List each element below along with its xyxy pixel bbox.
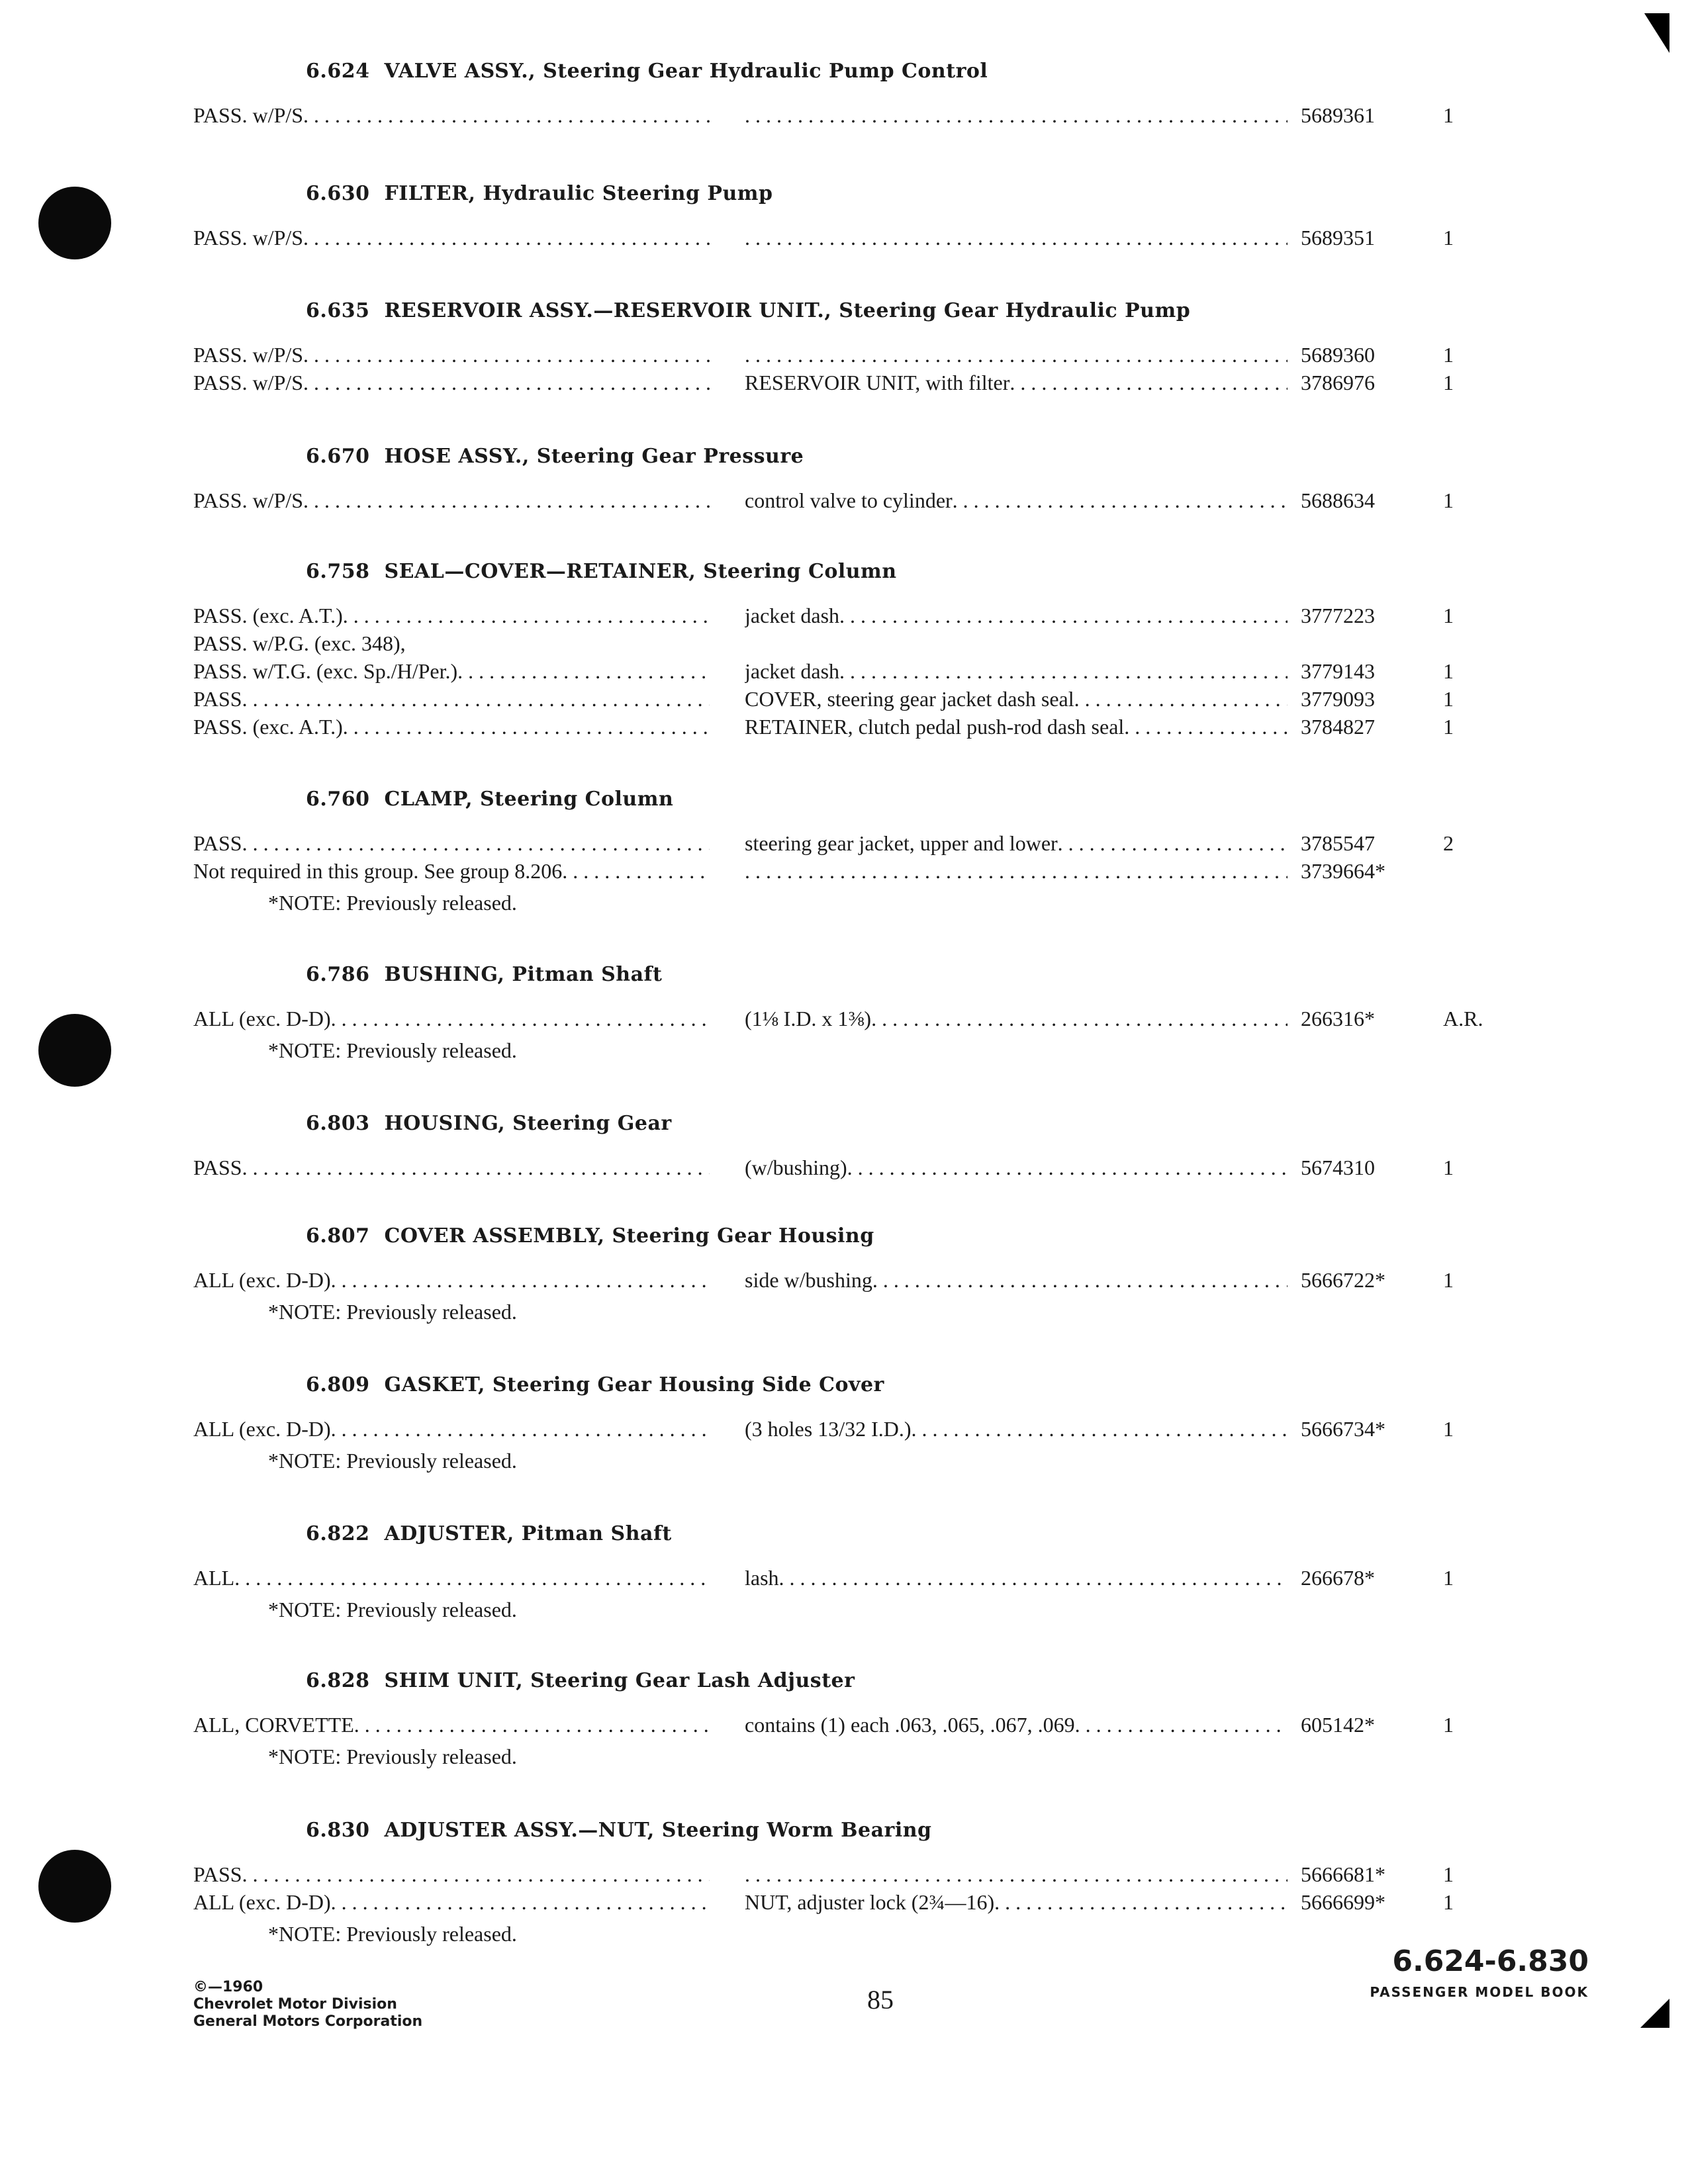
part-row (0, 101, 1688, 130)
leader-dots (331, 1414, 710, 1443)
part-row (0, 829, 1688, 858)
part-number: 3777223 (1301, 604, 1375, 627)
description-cell (745, 601, 1288, 630)
leader-dots (354, 1710, 710, 1739)
section-description: , Steering Gear (498, 1112, 672, 1135)
quantity: 1 (1443, 1890, 1454, 1914)
previously-released-note: *NOTE: Previously released. (268, 891, 517, 915)
leader-dots (303, 101, 710, 130)
application-text: PASS. w/P.G. (exc. 348), (193, 631, 406, 655)
previously-released-note: *NOTE: Previously released. (268, 1598, 517, 1621)
application-cell (193, 1265, 710, 1295)
leader-dots (745, 340, 1288, 369)
section-number: 6.822 (306, 1522, 370, 1545)
part-row (0, 1710, 1688, 1739)
section-description: , Steering Gear Hydraulic Pump (824, 299, 1191, 322)
leader-dots (303, 368, 710, 397)
leader-dots (745, 856, 1288, 886)
application-cell (193, 340, 710, 369)
part-row (0, 1414, 1688, 1443)
section-name: ADJUSTER ASSY.—NUT (384, 1819, 647, 1842)
description-cell (745, 1153, 1288, 1182)
description-text: RETAINER, clutch pedal push-rod dash seal (745, 715, 1125, 739)
section-description: , Steering Gear Hydraulic Pump Control (528, 60, 988, 83)
leader-dots (745, 101, 1288, 130)
leader-dots (871, 1004, 1288, 1033)
leader-dots (994, 1888, 1288, 1917)
leader-dots (343, 601, 710, 630)
application-text: PASS (193, 1862, 242, 1886)
part-row (0, 340, 1688, 369)
part-row (0, 1265, 1688, 1295)
section-name: CLAMP (384, 788, 466, 811)
description-cell (745, 712, 1288, 741)
section-number: 6.630 (306, 182, 370, 205)
leader-dots (242, 684, 710, 713)
quantity: 1 (1443, 1862, 1454, 1886)
part-row (0, 368, 1688, 397)
section-name: ADJUSTER (384, 1522, 507, 1545)
copyright-division: Chevrolet Motor Division (193, 1996, 397, 2013)
section-title (306, 60, 988, 83)
part-number: 3779093 (1301, 687, 1375, 711)
quantity: 1 (1443, 1268, 1454, 1292)
quantity: 1 (1443, 226, 1454, 250)
quantity: 1 (1443, 659, 1454, 683)
section-number: 6.635 (306, 299, 370, 322)
application-text: PASS. w/P/S (193, 488, 304, 512)
part-number: 266316* (1301, 1007, 1375, 1030)
section-name: SEAL—COVER—RETAINER (384, 560, 689, 583)
quantity: 1 (1443, 1417, 1454, 1441)
description-text: COVER, steering gear jacket dash seal (745, 687, 1074, 711)
section-name: BUSHING (384, 963, 498, 986)
part-row (0, 1004, 1688, 1033)
application-text: PASS (193, 687, 242, 711)
application-text: Not required in this group. See group 8.206 (193, 859, 563, 883)
description-text: steering gear jacket, upper and lower (745, 831, 1058, 855)
section-description: , Steering Gear Lash Adjuster (516, 1669, 855, 1692)
application-text: PASS. w/T.G. (exc. Sp./H/Per.) (193, 659, 458, 683)
section-title (306, 1224, 874, 1248)
section-number: 6.803 (306, 1112, 370, 1135)
section-title (306, 1112, 672, 1135)
part-number: 5689360 (1301, 343, 1375, 367)
section-number: 6.670 (306, 445, 370, 468)
group-range: 6.624-6.830 (1392, 1944, 1589, 1978)
description-cell (745, 368, 1288, 397)
section-description: , Pitman Shaft (497, 963, 663, 986)
leader-dots (343, 712, 710, 741)
part-number: 5674310 (1301, 1156, 1375, 1179)
description-cell (745, 856, 1288, 886)
section-description: , Steering Column (688, 560, 897, 583)
part-number: 5666734* (1301, 1417, 1385, 1441)
part-row (0, 486, 1688, 515)
quantity: 1 (1443, 1713, 1454, 1737)
application-cell (193, 1860, 710, 1889)
leader-dots (847, 1153, 1288, 1182)
application-cell (193, 712, 710, 741)
description-cell (745, 1888, 1288, 1917)
leader-dots (839, 657, 1288, 686)
application-text: PASS. w/P/S (193, 343, 304, 367)
section-name: FILTER (384, 182, 469, 205)
application-text: ALL (exc. D-D) (193, 1268, 331, 1292)
section-number: 6.828 (306, 1669, 370, 1692)
section-title (306, 560, 897, 583)
description-cell (745, 829, 1288, 858)
leader-dots (1009, 368, 1288, 397)
description-cell (745, 1860, 1288, 1889)
application-cell (193, 1563, 710, 1592)
section-name: VALVE ASSY. (384, 60, 529, 83)
part-number: 5689361 (1301, 103, 1375, 127)
section-title (306, 182, 773, 205)
part-number: 3739664* (1301, 859, 1385, 883)
section-description: , Pitman Shaft (506, 1522, 672, 1545)
leader-dots (562, 856, 710, 886)
section-description: , Steering Gear Housing (597, 1224, 874, 1248)
description-text: side w/bushing (745, 1268, 872, 1292)
description-cell (745, 1563, 1288, 1592)
leader-dots (303, 223, 710, 252)
description-cell (745, 340, 1288, 369)
section-name: HOSE ASSY. (384, 445, 522, 468)
section-name: SHIM UNIT (384, 1669, 516, 1692)
section-title (306, 299, 1190, 322)
description-text: (3 holes 13/32 I.D.) (745, 1417, 912, 1441)
previously-released-note: *NOTE: Previously released. (268, 1300, 517, 1324)
part-row (0, 657, 1688, 686)
application-cell (193, 1153, 710, 1182)
application-cell (193, 486, 710, 515)
leader-dots (234, 1563, 710, 1592)
description-cell (745, 486, 1288, 515)
section-name: RESERVOIR ASSY.—RESERVOIR UNIT. (384, 299, 825, 322)
quantity: 1 (1443, 687, 1454, 711)
section-number: 6.758 (306, 560, 370, 583)
corner-tab-top (1644, 13, 1669, 53)
leader-dots (1124, 712, 1288, 741)
quantity: 1 (1443, 715, 1454, 739)
section-name: HOUSING (384, 1112, 498, 1135)
description-text: NUT, adjuster lock (2¾—16) (745, 1890, 995, 1914)
description-cell (745, 101, 1288, 130)
section-number: 6.809 (306, 1373, 370, 1396)
part-row (0, 1888, 1688, 1917)
section-title (306, 963, 662, 986)
corner-tab-bottom (1640, 1999, 1669, 2028)
leader-dots (457, 657, 710, 686)
leader-dots (242, 829, 710, 858)
application-cell (193, 1004, 710, 1033)
section-title (306, 1819, 932, 1842)
leader-dots (242, 1153, 710, 1182)
previously-released-note: *NOTE: Previously released. (268, 1922, 517, 1946)
application-text: PASS. w/P/S (193, 226, 304, 250)
application-text: PASS. (exc. A.T.) (193, 604, 343, 627)
application-cell (193, 101, 710, 130)
leader-dots (1074, 684, 1288, 713)
quantity: 1 (1443, 343, 1454, 367)
quantity: 1 (1443, 103, 1454, 127)
part-number: 3779143 (1301, 659, 1375, 683)
part-row (0, 629, 1688, 658)
quantity: 1 (1443, 1156, 1454, 1179)
application-text: PASS. w/P/S (193, 103, 304, 127)
application-cell (193, 1414, 710, 1443)
section-description: , Steering Column (465, 788, 674, 811)
part-number: 3784827 (1301, 715, 1375, 739)
part-row (0, 1563, 1688, 1592)
quantity: 1 (1443, 604, 1454, 627)
section-number: 6.624 (306, 60, 370, 83)
previously-released-note: *NOTE: Previously released. (268, 1745, 517, 1768)
part-row (0, 223, 1688, 252)
leader-dots (242, 1860, 710, 1889)
section-number: 6.830 (306, 1819, 370, 1842)
application-text: PASS (193, 831, 242, 855)
section-number: 6.760 (306, 788, 370, 811)
quantity: 2 (1443, 831, 1454, 855)
section-description: , Steering Gear Housing Side Cover (477, 1373, 884, 1396)
leader-dots (745, 223, 1288, 252)
description-text: RESERVOIR UNIT, with filter (745, 371, 1010, 394)
description-cell (745, 1710, 1288, 1739)
part-row (0, 1860, 1688, 1889)
section-name: GASKET (384, 1373, 478, 1396)
part-number: 5666681* (1301, 1862, 1385, 1886)
description-cell (745, 1265, 1288, 1295)
copyright-year: ©—1960 (193, 1979, 263, 1995)
part-row (0, 856, 1688, 886)
application-text: ALL (exc. D-D) (193, 1417, 331, 1441)
section-name: COVER ASSEMBLY (384, 1224, 598, 1248)
application-text: PASS (193, 1156, 242, 1179)
quantity: A.R. (1443, 1007, 1483, 1030)
part-number: 5689351 (1301, 226, 1375, 250)
description-cell (745, 684, 1288, 713)
application-text: PASS. (exc. A.T.) (193, 715, 343, 739)
application-cell (193, 1888, 710, 1917)
application-cell (193, 629, 710, 658)
leader-dots (303, 340, 710, 369)
part-number: 266678* (1301, 1566, 1375, 1590)
section-title (306, 1522, 672, 1545)
leader-dots (912, 1414, 1288, 1443)
leader-dots (303, 486, 710, 515)
leader-dots (331, 1004, 710, 1033)
section-description: , Hydraulic Steering Pump (468, 182, 773, 205)
part-number: 3786976 (1301, 371, 1375, 394)
application-text: ALL, CORVETTE (193, 1713, 354, 1737)
description-text: (w/bushing) (745, 1156, 847, 1179)
previously-released-note: *NOTE: Previously released. (268, 1449, 517, 1473)
description-text: control valve to cylinder (745, 488, 953, 512)
application-text: ALL (exc. D-D) (193, 1007, 331, 1030)
leader-dots (331, 1265, 710, 1295)
section-description: , Steering Gear Pressure (522, 445, 804, 468)
description-text: jacket dash (745, 659, 840, 683)
description-text: (1⅛ I.D. x 1⅜) (745, 1007, 872, 1030)
application-cell (193, 368, 710, 397)
application-cell (193, 223, 710, 252)
leader-dots (779, 1563, 1288, 1592)
application-cell (193, 856, 710, 886)
part-row (0, 1153, 1688, 1182)
leader-dots (1058, 829, 1288, 858)
page-number: 85 (867, 1985, 894, 2015)
description-cell (745, 1414, 1288, 1443)
section-number: 6.807 (306, 1224, 370, 1248)
copyright-block (193, 1979, 422, 2030)
section-title (306, 1373, 884, 1396)
section-description: , Steering Worm Bearing (647, 1819, 932, 1842)
book-title: PASSENGER MODEL BOOK (1370, 1984, 1589, 2000)
application-cell (193, 601, 710, 630)
part-row (0, 684, 1688, 713)
description-text: lash (745, 1566, 779, 1590)
application-cell (193, 684, 710, 713)
description-cell (745, 1004, 1288, 1033)
part-number: 5688634 (1301, 488, 1375, 512)
application-text: ALL (193, 1566, 235, 1590)
part-row (0, 601, 1688, 630)
copyright-corporation: General Motors Corporation (193, 2013, 423, 2030)
previously-released-note: *NOTE: Previously released. (268, 1038, 517, 1062)
leader-dots (745, 1860, 1288, 1889)
part-number: 605142* (1301, 1713, 1375, 1737)
section-number: 6.786 (306, 963, 370, 986)
leader-dots (331, 1888, 710, 1917)
part-number: 5666699* (1301, 1890, 1385, 1914)
section-title (306, 788, 673, 811)
section-title (306, 445, 804, 468)
part-row (0, 712, 1688, 741)
part-number: 5666722* (1301, 1268, 1385, 1292)
description-text: contains (1) each .063, .065, .067, .069 (745, 1713, 1075, 1737)
leader-dots (839, 601, 1288, 630)
quantity: 1 (1443, 371, 1454, 394)
part-number: 3785547 (1301, 831, 1375, 855)
quantity: 1 (1443, 488, 1454, 512)
leader-dots (1075, 1710, 1288, 1739)
application-text: ALL (exc. D-D) (193, 1890, 331, 1914)
description-cell (745, 223, 1288, 252)
application-cell (193, 1710, 710, 1739)
leader-dots (872, 1265, 1288, 1295)
leader-dots (953, 486, 1288, 515)
description-cell (745, 657, 1288, 686)
application-cell (193, 657, 710, 686)
application-text: PASS. w/P/S (193, 371, 304, 394)
section-title (306, 1669, 855, 1692)
description-text: jacket dash (745, 604, 840, 627)
application-cell (193, 829, 710, 858)
quantity: 1 (1443, 1566, 1454, 1590)
